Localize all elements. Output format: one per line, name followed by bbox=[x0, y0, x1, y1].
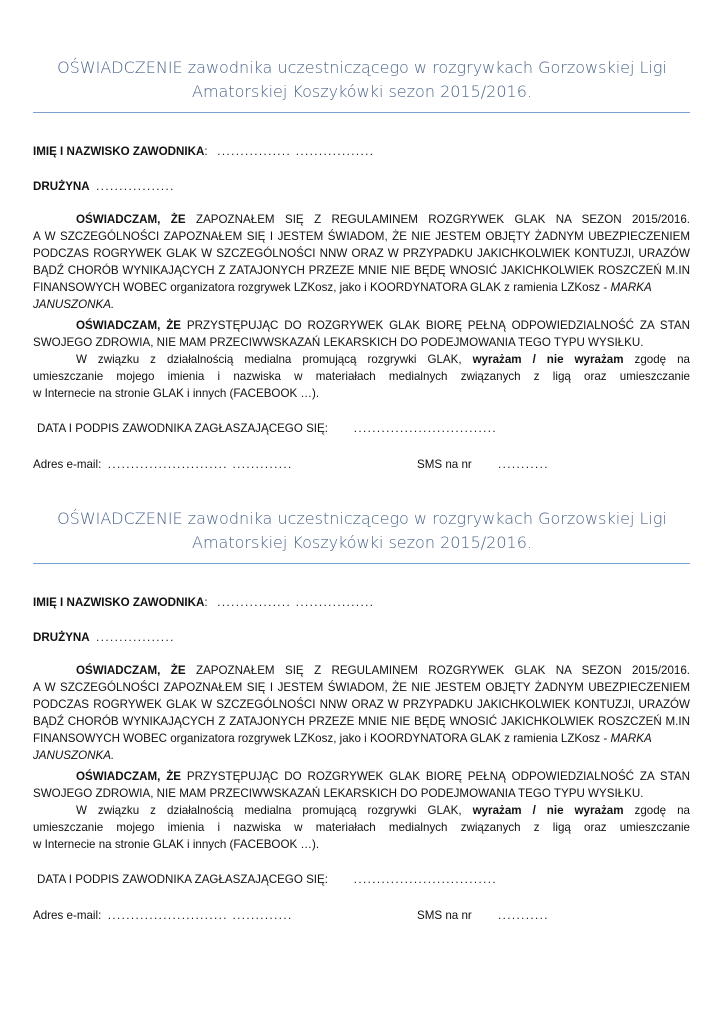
sms-label: SMS na nr bbox=[417, 458, 472, 471]
form-title-line-1: OŚWIADCZENIE zawodnika uczestniczącego w rozgrywkach Gorzowskiej Ligi bbox=[57, 58, 667, 77]
statement-1-line-4: BĄDŹ CHORÓB WYNIKAJĄCYCH Z ZATAJONYCH PRZEZE MNIE NIE BĘDĘ WNOSIĆ JAKICHKOLWIEK ROSZCZEŃ M.IN bbox=[33, 264, 690, 277]
email-blank[interactable]: .......................... ............. bbox=[107, 909, 293, 922]
form-title-line-2: Amatorskiej Koszykówki sezon 2015/2016. bbox=[192, 82, 532, 101]
signature-field[interactable] bbox=[37, 421, 694, 436]
statement-1-line-1-text: ZAPOZNAŁEM SIĘ Z REGULAMINEM ROZGRYWEK GLAK NA SEZON 2015/2016. bbox=[185, 664, 691, 677]
sms-label: SMS na nr bbox=[417, 909, 472, 922]
player-name-blank[interactable]: ................ ................. bbox=[217, 145, 375, 158]
statement-1-line-5-text: FINANSOWYCH WOBEC organizatora rozgrywek LZKosz, jako i KOORDYNATORA GLAK z ramienia LZKosz - bbox=[33, 732, 611, 745]
statement-1-line-1-text: ZAPOZNAŁEM SIĘ Z REGULAMINEM ROZGRYWEK GLAK NA SEZON 2015/2016. bbox=[185, 213, 691, 226]
declaration-form-2 bbox=[0, 507, 724, 957]
statement-1-line-3: PODCZAS ROGRYWEK GLAK W SZCZEGÓLNOŚCI NNW ORAZ W PRZYPADKU JAKICHKOLWIEK KONTUZJI, URAZÓW bbox=[33, 698, 690, 711]
statement-2-lead: OŚWIADCZAM, ŻE bbox=[76, 770, 182, 783]
statement-2-line-1 bbox=[76, 318, 690, 333]
player-name-field[interactable] bbox=[33, 595, 690, 610]
statement-1-line-6: JANUSZONKA. bbox=[33, 298, 115, 311]
form-title-line-1: OŚWIADCZENIE zawodnika uczestniczącego w rozgrywkach Gorzowskiej Ligi bbox=[57, 509, 667, 528]
form-title bbox=[0, 56, 724, 104]
consent-line-1-end: zgodę na bbox=[623, 353, 691, 366]
player-name-field[interactable] bbox=[33, 144, 690, 159]
consent-option-agree[interactable]: wyrażam bbox=[472, 353, 522, 366]
statement-1-line-6: JANUSZONKA. bbox=[33, 749, 115, 762]
consent-slash: / bbox=[521, 353, 547, 366]
player-name-colon: : bbox=[204, 145, 208, 158]
statement-2-line-2: SWOJEGO ZDROWIA, NIE MAM PRZECIWWSKAZAŃ LEKARSKICH DO PODEJMOWANIA TEGO TYPU WYSIŁKU. bbox=[33, 336, 644, 349]
team-blank[interactable]: ................. bbox=[96, 631, 175, 644]
title-divider bbox=[33, 563, 690, 564]
declaration-form-1 bbox=[0, 56, 724, 506]
signature-label: DATA I PODPIS ZAWODNIKA ZAGŁASZAJĄCEGO SIĘ: bbox=[37, 422, 328, 435]
consent-option-disagree[interactable]: nie wyrażam bbox=[546, 353, 624, 366]
consent-line-2: umieszczanie mojego imienia i nazwiska w materiałach medialnych związanych z ligą oraz umieszczanie bbox=[33, 370, 690, 383]
statement-1-line-5-italic: MARKA bbox=[610, 732, 652, 745]
player-name-label: IMIĘ I NAZWISKO ZAWODNIKA bbox=[33, 145, 205, 158]
consent-line-2: umieszczanie mojego imienia i nazwiska w materiałach medialnych związanych z ligą oraz umieszczanie bbox=[33, 821, 690, 834]
signature-blank[interactable]: ............................... bbox=[353, 873, 498, 886]
form-title-line-2: Amatorskiej Koszykówki sezon 2015/2016. bbox=[192, 533, 532, 552]
statement-2-line-1-text: PRZYSTĘPUJĄC DO ROZGRYWEK GLAK BIORĘ PEŁNĄ ODPOWIEDZIALNOŚĆ ZA STAN bbox=[181, 319, 690, 332]
consent-line-3: w Internecie na stronie GLAK i innych (FACEBOOK …). bbox=[33, 838, 320, 851]
consent-line-1 bbox=[76, 352, 690, 367]
consent-line-3: w Internecie na stronie GLAK i innych (FACEBOOK …). bbox=[33, 387, 320, 400]
team-label: DRUŻYNA bbox=[33, 631, 90, 644]
contact-row bbox=[33, 908, 690, 923]
statement-2-line-1 bbox=[76, 769, 690, 784]
team-blank[interactable]: ................. bbox=[96, 180, 175, 193]
statement-1-line-2: A W SZCZEGÓLNOŚCI ZAPOZNAŁEM SIĘ I JESTEM ŚWIADOM, ŻE NIE JESTEM OBJĘTY ŻADNYM UBEZPIECZENIEM bbox=[33, 230, 690, 243]
email-blank[interactable]: .......................... ............. bbox=[107, 458, 293, 471]
sms-blank[interactable]: ........... bbox=[498, 458, 549, 471]
statement-1-lead: OŚWIADCZAM, ŻE bbox=[76, 213, 186, 226]
consent-line-1-text: W związku z działalnością medialna promującą rozgrywki GLAK, bbox=[76, 353, 473, 366]
consent-option-disagree[interactable]: nie wyrażam bbox=[546, 804, 624, 817]
statement-1-line-1 bbox=[76, 663, 690, 678]
email-label: Adres e-mail: bbox=[33, 458, 102, 471]
statement-1-line-1 bbox=[76, 212, 690, 227]
statement-1-line-5 bbox=[33, 280, 690, 295]
statement-1-lead: OŚWIADCZAM, ŻE bbox=[76, 664, 186, 677]
statement-1-line-5-text: FINANSOWYCH WOBEC organizatora rozgrywek LZKosz, jako i KOORDYNATORA GLAK z ramienia LZKosz - bbox=[33, 281, 611, 294]
statement-1-line-5 bbox=[33, 731, 690, 746]
title-divider bbox=[33, 112, 690, 113]
consent-line-1-end: zgodę na bbox=[623, 804, 691, 817]
consent-line-1-text: W związku z działalnością medialna promującą rozgrywki GLAK, bbox=[76, 804, 473, 817]
consent-slash: / bbox=[521, 804, 547, 817]
team-field[interactable] bbox=[33, 179, 690, 194]
consent-line-1 bbox=[76, 803, 690, 818]
player-name-colon: : bbox=[204, 596, 208, 609]
statement-1-line-3: PODCZAS ROGRYWEK GLAK W SZCZEGÓLNOŚCI NNW ORAZ W PRZYPADKU JAKICHKOLWIEK KONTUZJI, URAZÓW bbox=[33, 247, 690, 260]
form-title bbox=[0, 507, 724, 555]
player-name-label: IMIĘ I NAZWISKO ZAWODNIKA bbox=[33, 596, 205, 609]
contact-row bbox=[33, 457, 690, 472]
email-label: Adres e-mail: bbox=[33, 909, 102, 922]
signature-label: DATA I PODPIS ZAWODNIKA ZAGŁASZAJĄCEGO SIĘ: bbox=[37, 873, 328, 886]
signature-blank[interactable]: ............................... bbox=[353, 422, 498, 435]
team-field[interactable] bbox=[33, 630, 690, 645]
player-name-blank[interactable]: ................ ................. bbox=[217, 596, 375, 609]
statement-2-lead: OŚWIADCZAM, ŻE bbox=[76, 319, 182, 332]
sms-blank[interactable]: ........... bbox=[498, 909, 549, 922]
signature-field[interactable] bbox=[37, 872, 694, 887]
statement-1-line-2: A W SZCZEGÓLNOŚCI ZAPOZNAŁEM SIĘ I JESTEM ŚWIADOM, ŻE NIE JESTEM OBJĘTY ŻADNYM UBEZPIECZENIEM bbox=[33, 681, 690, 694]
statement-2-line-1-text: PRZYSTĘPUJĄC DO ROZGRYWEK GLAK BIORĘ PEŁNĄ ODPOWIEDZIALNOŚĆ ZA STAN bbox=[181, 770, 690, 783]
statement-1-line-5-italic: MARKA bbox=[610, 281, 652, 294]
statement-1-line-4: BĄDŹ CHORÓB WYNIKAJĄCYCH Z ZATAJONYCH PRZEZE MNIE NIE BĘDĘ WNOSIĆ JAKICHKOLWIEK ROSZCZEŃ M.IN bbox=[33, 715, 690, 728]
consent-option-agree[interactable]: wyrażam bbox=[472, 804, 522, 817]
statement-2-line-2: SWOJEGO ZDROWIA, NIE MAM PRZECIWWSKAZAŃ LEKARSKICH DO PODEJMOWANIA TEGO TYPU WYSIŁKU. bbox=[33, 787, 644, 800]
team-label: DRUŻYNA bbox=[33, 180, 90, 193]
